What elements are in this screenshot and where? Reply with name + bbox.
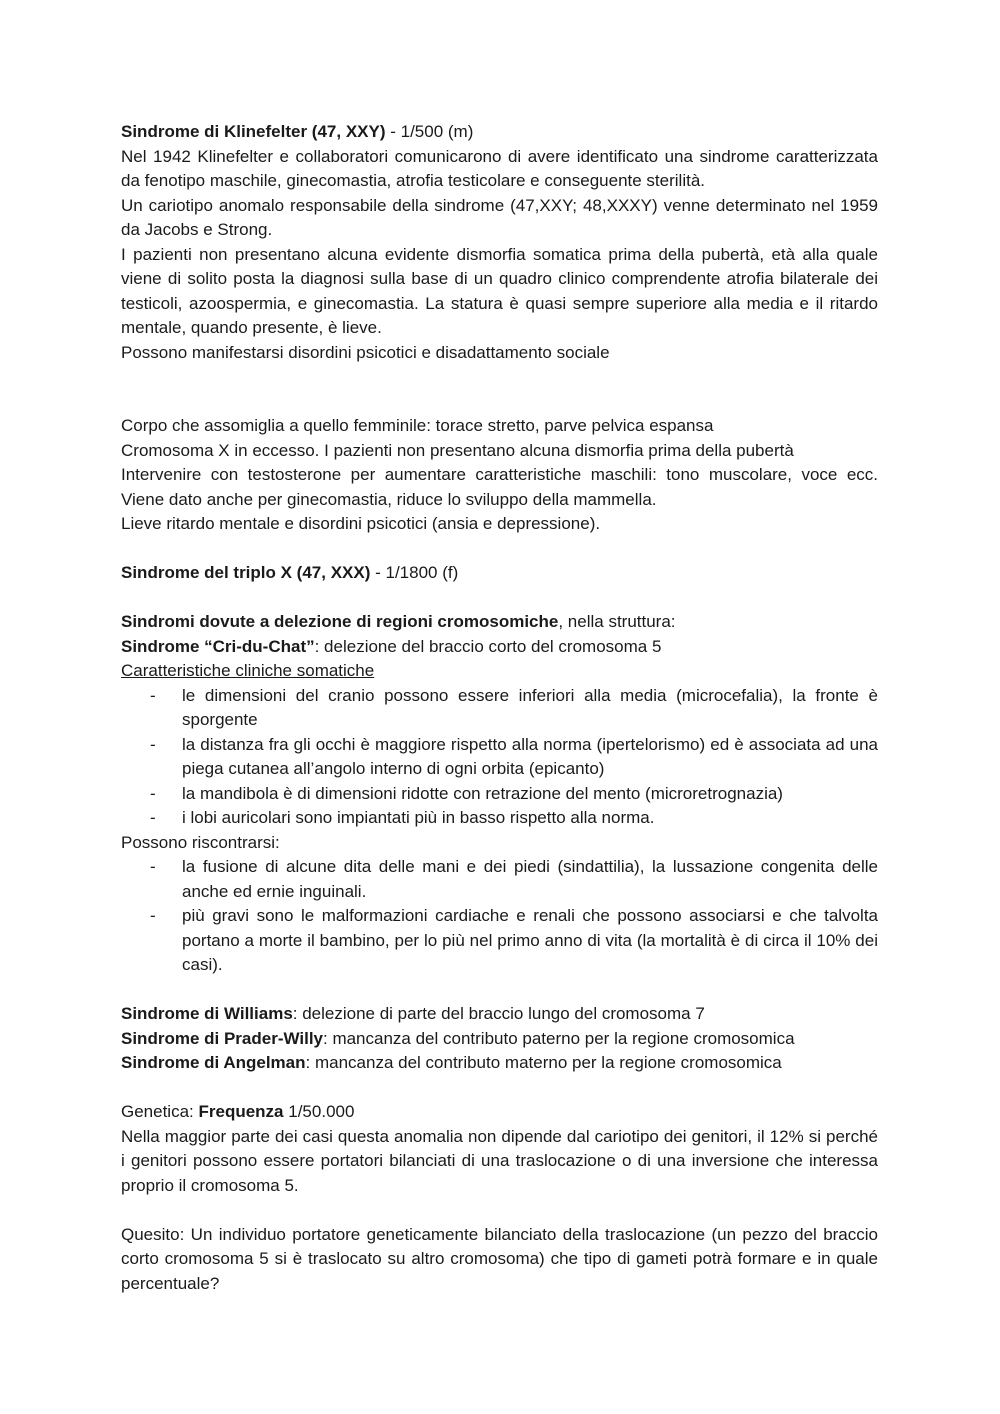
klinefelter-paragraph-1: Nel 1942 Klinefelter e collaboratori comunicarono di avere identificato una sindrome caratterizzata da fenotipo maschile, ginecomastia, atrofia testicolare e conseguente sterilità. [121,146,878,190]
possono-label: Possono riscontrarsi: [121,832,280,852]
williams-description: : delezione di parte del braccio lungo del cromosoma 7 [292,1004,705,1023]
triplo-x-title: Sindrome del triplo X (47, XXX) [121,563,371,582]
spacer [121,1198,878,1223]
note-line-3: Intervenire con testosterone per aumentare caratteristiche maschili: tono muscolare, voce ecc. Viene dato anche per ginecomastia, riduce lo sviluppo della mammella. [121,465,878,509]
spacer [121,978,878,1003]
note-line-1: Corpo che assomiglia a quello femminile: torace stretto, parve pelvica espansa [121,416,714,435]
note-line-4: Lieve ritardo mentale e disordini psicotici (ansia e depressione). [121,514,601,533]
spacer [121,537,878,562]
spacer [121,1076,878,1101]
klinefelter-frequency: - 1/500 (m) [385,122,474,141]
klinefelter-paragraph-4: Possono manifestarsi disordini psicotici e disadattamento sociale [121,342,610,362]
list-item: - le dimensioni del cranio possono essere inferiori alla media (microcefalia), la fronte è sporgente [182,684,878,733]
cri-du-chat-line [121,635,878,660]
williams-title: Sindrome di Williams [121,1004,293,1023]
cri-du-chat-description: : delezione del braccio corto del cromosoma 5 [314,636,662,656]
frequenza-label: Frequenza [198,1102,284,1121]
somatic-heading [121,659,878,684]
spacer [121,365,878,414]
delezioni-title-rest: , nella struttura: [558,612,676,631]
prader-willy-title: Sindrome di Prader-Willy [121,1028,323,1048]
note-line-2: Cromosoma X in eccesso. I pazienti non presentano alcuna dismorfia prima della pubertà [121,440,794,460]
list-item: - la mandibola è di dimensioni ridotte con retrazione del mento (microretrognazia) [182,782,878,807]
list-item: - più gravi sono le malformazioni cardiache e renali che possono associarsi e che talvolta portano a morte il bambino, per lo più nel primo anno di vita (la mortalità è di circa il 10% dei casi). [182,904,878,978]
quesito-paragraph: Quesito: Un individuo portatore geneticamente bilanciato della traslocazione (un pezzo del braccio corto cromosoma 5 si è traslocato su altro cromosoma) che tipo di gameti potrà formare e in quale percentuale? [121,1224,878,1293]
klinefelter-paragraph-3: I pazienti non presentano alcuna evidente dismorfia somatica prima della pubertà, età alla quale viene di solito posta la diagnosi sulla base di un quadro clinico comprendente atrofia bilaterale dei testicoli, azoospermia, e ginecomastia. La statura è quasi sempre superiore alla media e il ritardo mentale, quando presente, è lieve. [121,244,878,337]
triplo-x-frequency: - 1/1800 (f) [370,563,459,582]
delezioni-title: Sindromi dovute a delezione di regioni cromosomiche [121,612,559,631]
spacer [121,586,878,611]
klinefelter-paragraph-2: Un cariotipo anomalo responsabile della sindrome (47,XXY; 48,XXXY) venne determinato nel 1959 da Jacobs e Strong. [121,195,878,239]
somatic-list [121,684,878,831]
angelman-line [121,1051,878,1076]
genetica-line [121,1100,878,1125]
possono-list [121,855,878,978]
document-body [121,120,878,1296]
prader-willy-description: : mancanza del contributo paterno per la regione cromosomica [323,1028,795,1048]
delezioni-heading [121,610,878,635]
klinefelter-title: Sindrome di Klinefelter (47, XXY) [121,122,386,141]
genetica-paragraph: Nella maggior parte dei casi questa anomalia non dipende dal cariotipo dei genitori, il 12% si perché i genitori possono essere portatori bilanciati di una traslocazione o di una inversione che interessa proprio il cromosoma 5. [121,1126,878,1195]
triplo-x-heading [121,561,878,586]
list-item: - la fusione di alcune dita delle mani e dei piedi (sindattilia), la lussazione congenita delle anche ed ernie inguinali. [182,855,878,904]
list-item: - la distanza fra gli occhi è maggiore rispetto alla norma (ipertelorismo) ed è associata ad una piega cutanea all’angolo interno di ogni orbita (epicanto) [182,733,878,782]
prader-willy-line [121,1027,878,1052]
list-item: - i lobi auricolari sono impiantati più in basso rispetto alla norma. [182,806,878,831]
cri-du-chat-title: Sindrome “Cri-du-Chat” [121,636,315,656]
somatic-heading-text: Caratteristiche cliniche somatiche [121,661,375,680]
frequenza-value: 1/50.000 [283,1102,355,1121]
angelman-description: : mancanza del contributo materno per la regione cromosomica [305,1053,782,1072]
angelman-title: Sindrome di Angelman [121,1053,306,1072]
genetica-label: Genetica: [121,1102,199,1121]
williams-line [121,1002,878,1027]
klinefelter-heading [121,120,878,145]
